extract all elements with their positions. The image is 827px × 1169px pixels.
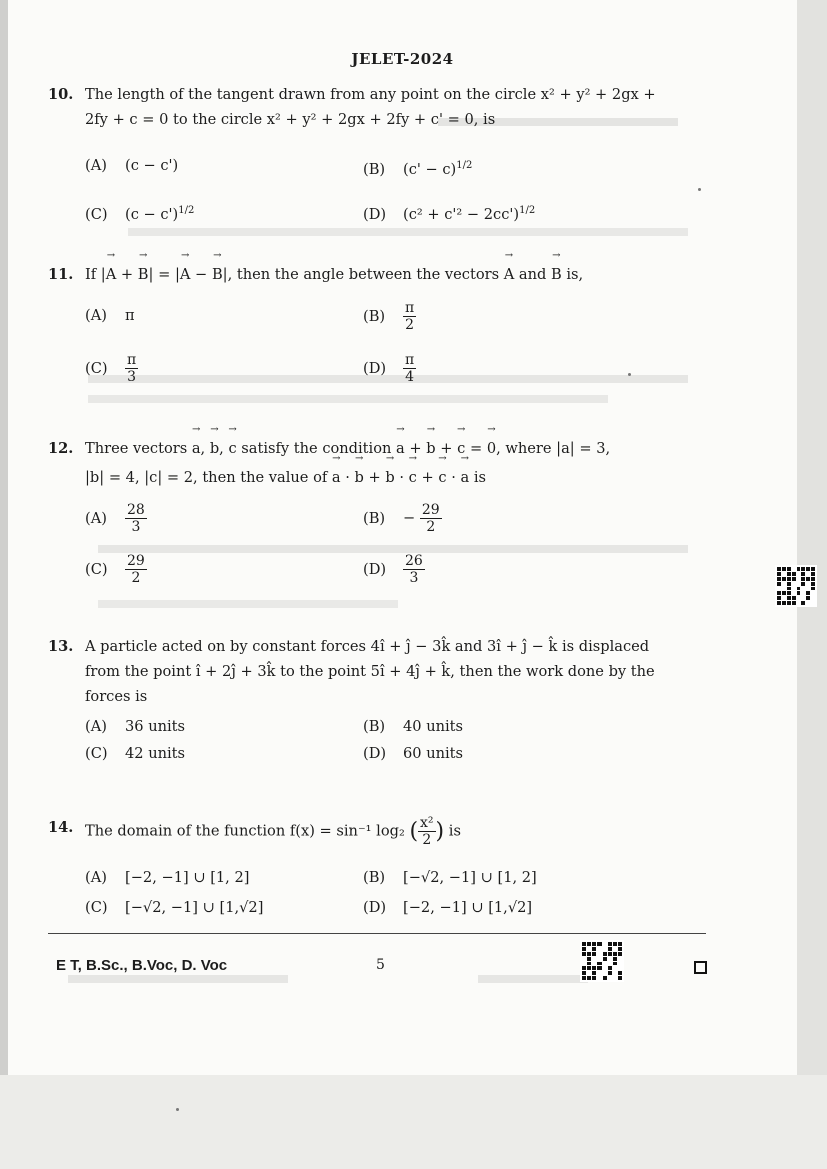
- option-a: (A) π: [85, 307, 135, 324]
- question-number: 12.: [48, 440, 74, 457]
- option-c: (C) $(c - c')^{1/2}$: [85, 205, 195, 223]
- option-c: (C) [−√2, −1] ∪ [1,√2]: [85, 899, 264, 916]
- scan-shadow-left: [0, 0, 8, 1169]
- option-d: (D) [−2, −1] ∪ [1,√2]: [363, 899, 533, 916]
- option-c: (C) $\frac{\pi}{3}$: [85, 352, 137, 386]
- scan-speck: [628, 373, 631, 376]
- question-line: 2fy + c = 0 to the circle x² + y² + 2gx + 2fy + c' = 0, is: [85, 111, 496, 128]
- option-b: (B) [−√2, −1] ∪ [1, 2]: [363, 869, 537, 886]
- scan-speck: [176, 1108, 179, 1111]
- option-d: (D) $\frac{26}{3}$: [363, 553, 423, 587]
- question-11: [48, 262, 688, 287]
- option-a: (A) $\frac{28}{3}$: [85, 502, 145, 536]
- exam-page: [8, 0, 797, 1075]
- option-d: (D) 60 units: [363, 745, 464, 762]
- page-number: 5: [376, 957, 385, 973]
- option-a: (A) (c − c'): [85, 157, 179, 174]
- qr-code-icon: [580, 940, 624, 982]
- question-text: Three vectors → a, → b, → c satisfy the condition → a + → b + → c = → 0, where |a| = 3, |b| = 4, |c| = 2, then the value of → a · → b + → b · → c + → c · → a is: [85, 436, 688, 490]
- question-number: 11.: [48, 266, 74, 283]
- option-d: (D) $\frac{\pi}{4}$: [363, 352, 415, 386]
- scan-speck: [698, 188, 701, 191]
- option-c: (C) $\frac{29}{2}$: [85, 553, 145, 587]
- scan-margin-bottom: [0, 1075, 827, 1169]
- question-line: forces is: [85, 688, 148, 705]
- question-number: 13.: [48, 638, 74, 655]
- course-label: E T, B.Sc., B.Voc, D. Voc: [56, 957, 228, 974]
- option-b: (B) $(c' - c)^{1/2}$: [363, 160, 473, 178]
- question-line: The length of the tangent drawn from any point on the circle x² + y² + 2gx +: [85, 86, 656, 103]
- qr-code-icon: [775, 565, 817, 607]
- question-13: [48, 634, 688, 709]
- square-mark-icon: [694, 961, 707, 974]
- footer-divider: [48, 933, 706, 934]
- question-number: 10.: [48, 86, 74, 103]
- question-12: [48, 436, 688, 490]
- question-line: A particle acted on by constant forces 4î + ĵ − 3k̂ and 3î + ĵ − k̂ is displaced: [85, 638, 650, 655]
- option-b: (B) 40 units: [363, 718, 464, 735]
- question-text: If |→ A + → B| = |→ A − → B|, then the angle between the vectors → A and → B is,: [85, 262, 688, 287]
- option-a: (A) [−2, −1] ∪ [1, 2]: [85, 869, 250, 886]
- option-a: (A) 36 units: [85, 718, 186, 735]
- question-line: from the point î + 2ĵ + 3k̂ to the point 5î + 4ĵ + k̂, then the work done by the: [85, 663, 655, 680]
- option-d: (D) $(c^2 + c'^2 - 2cc')^{1/2}$: [363, 205, 536, 223]
- question-10: [48, 82, 688, 132]
- question-text: [85, 634, 688, 709]
- question-number: 14.: [48, 819, 74, 836]
- option-c: (C) 42 units: [85, 745, 186, 762]
- option-b: (B) $\frac{\pi}{2}$: [363, 300, 415, 334]
- question-14: [48, 815, 688, 848]
- page-title: JELET-2024: [351, 50, 454, 68]
- question-text: [85, 82, 688, 132]
- question-text: The domain of the function f(x) = sin⁻¹ log₂ ( $\frac{\text{x²}}{2}$ ) is: [85, 815, 461, 849]
- option-b: (B) − $\frac{29}{2}$: [363, 502, 440, 536]
